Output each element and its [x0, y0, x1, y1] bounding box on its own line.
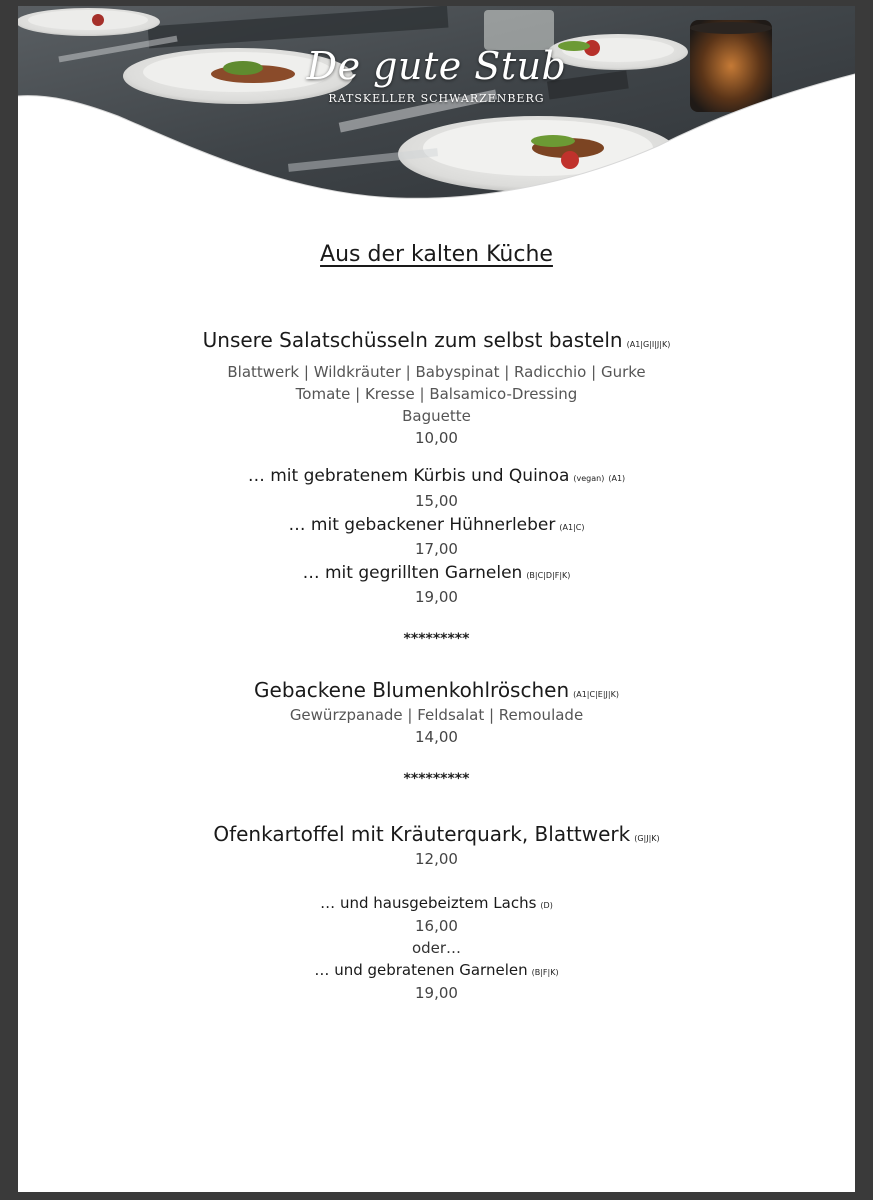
potato-variant [18, 894, 855, 912]
allergen-codes: (G|J|K) [634, 834, 660, 843]
dish-name: Gebackene Blumenkohlröschen [254, 678, 570, 702]
dish-name: Ofenkartoffel mit Kräuterquark, Blattwerk [213, 822, 631, 846]
potato-dish [18, 822, 855, 846]
variant-name: … mit gebackener Hühnerleber [288, 515, 556, 535]
variant-name: … und hausgebeiztem Lachs [320, 894, 537, 912]
dish-description: Baguette [402, 407, 471, 425]
allergen-codes: (A1|C) [559, 523, 585, 532]
brand-subtitle: RATSKELLER SCHWARZENBERG [328, 92, 545, 105]
section-separator: ********* [403, 771, 470, 787]
or-label: oder… [411, 939, 462, 957]
page-title-row [18, 242, 855, 267]
salad-variant [18, 563, 855, 583]
section-separator: ********* [403, 631, 470, 647]
potato-variant [18, 961, 855, 979]
allergen-codes: (A1|G|I|J|K) [626, 340, 671, 349]
variant-name: … und gebratenen Garnelen [314, 961, 528, 979]
dish-description: Gewürzpanade | Feldsalat | Remoulade [289, 706, 584, 724]
salad-variant [18, 466, 855, 486]
page-title: Aus der kalten Küche [320, 242, 553, 267]
dish-name: Unsere Salatschüsseln zum selbst basteln [202, 328, 623, 352]
allergen-codes: (A1) [608, 474, 626, 483]
dish-price: 10,00 [415, 429, 458, 447]
allergen-codes: (B|C|D|F|K) [526, 571, 571, 580]
cauliflower-dish [18, 678, 855, 702]
variant-name: … mit gegrillten Garnelen [302, 563, 523, 583]
salad-variant [18, 515, 855, 535]
diet-note: (vegan) [573, 474, 605, 483]
brand-logo: De gute Stub [306, 44, 567, 88]
dish-description: Tomate | Kresse | Balsamico-Dressing [295, 385, 578, 403]
header-banner [18, 6, 855, 206]
table-photo [18, 6, 855, 206]
allergen-codes: (B|F|K) [531, 968, 559, 977]
allergen-codes: (D) [540, 901, 553, 910]
menu-page [18, 6, 855, 1192]
variant-price: 15,00 [415, 492, 458, 510]
variant-price: 16,00 [415, 917, 458, 935]
variant-name: … mit gebratenem Kürbis und Quinoa [247, 466, 570, 486]
dish-price: 12,00 [415, 850, 458, 868]
variant-price: 17,00 [415, 540, 458, 558]
allergen-codes: (A1|C|E|J|K) [573, 690, 619, 699]
variant-price: 19,00 [415, 984, 458, 1002]
variant-price: 19,00 [415, 588, 458, 606]
dish-description: Blattwerk | Wildkräuter | Babyspinat | Radicchio | Gurke [227, 363, 646, 381]
salad-dish [18, 328, 855, 352]
dish-price: 14,00 [415, 728, 458, 746]
